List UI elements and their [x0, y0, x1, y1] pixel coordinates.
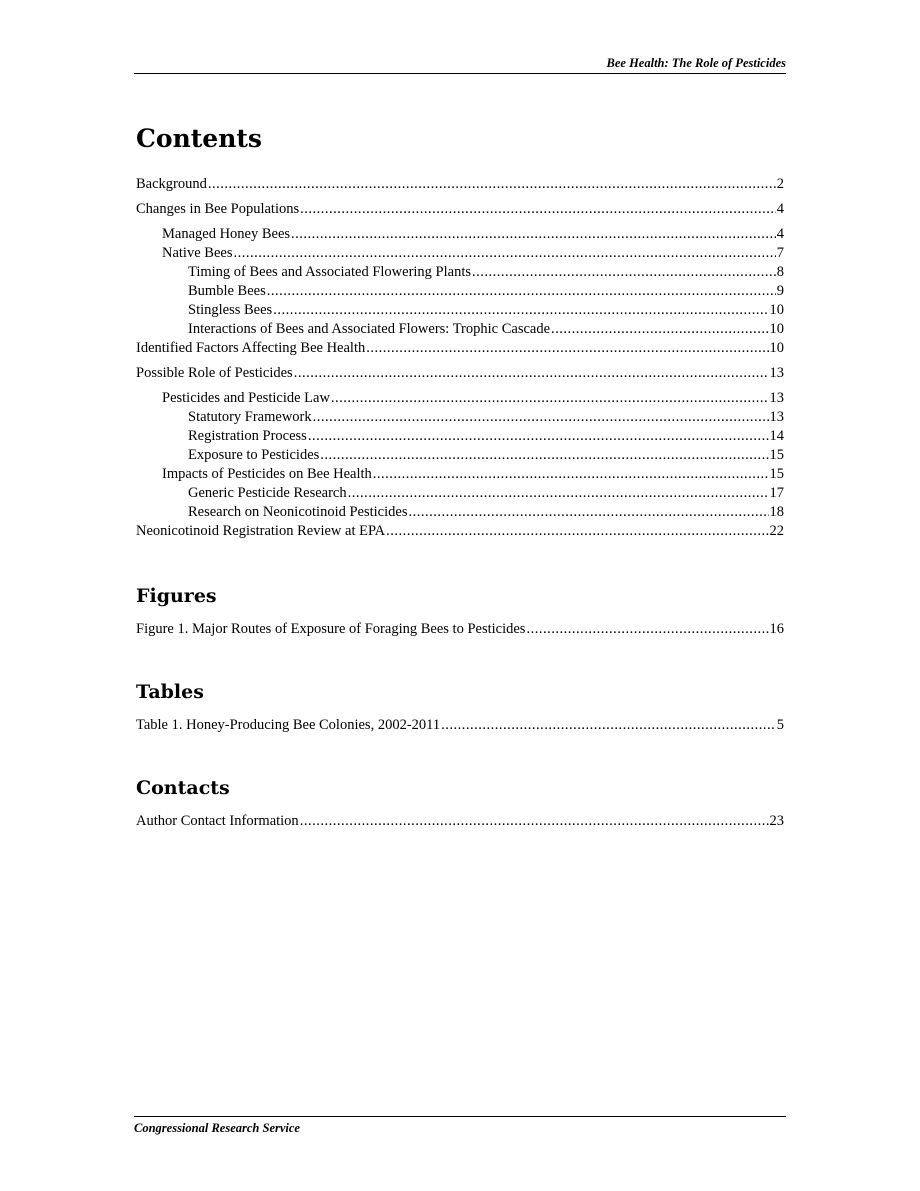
running-header: Bee Health: The Role of Pesticides	[134, 56, 786, 74]
toc-entry-registration-process[interactable]: Registration Process ..... 14	[136, 427, 784, 446]
toc-entry-author-contact[interactable]: Author Contact Information ..... 23	[136, 812, 784, 831]
toc-entry-identified-factors[interactable]: Identified Factors Affecting Bee Health ..... 10	[136, 339, 784, 358]
table-of-contents	[136, 122, 784, 831]
figures-section	[136, 583, 784, 639]
toc-entry-bumble-bees[interactable]: Bumble Bees ..... 9	[136, 282, 784, 301]
tables-list	[136, 716, 784, 735]
toc-entry-generic-pesticide-research[interactable]: Generic Pesticide Research ..... 17	[136, 484, 784, 503]
toc-entry-managed-honey-bees[interactable]: Managed Honey Bees ..... 4	[136, 225, 784, 244]
toc-entry-impacts-of-pesticides[interactable]: Impacts of Pesticides on Bee Health ..... 15	[136, 465, 784, 484]
toc-entry-research-on-neonicotinoid[interactable]: Research on Neonicotinoid Pesticides ..... 18	[136, 503, 784, 522]
toc-entry-timing-of-bees[interactable]: Timing of Bees and Associated Flowering Plants ..... 8	[136, 263, 784, 282]
toc-entry-possible-role-of-pesticides[interactable]: Possible Role of Pesticides ..... 13	[136, 364, 784, 383]
toc-entry-stingless-bees[interactable]: Stingless Bees ..... 10	[136, 301, 784, 320]
tables-heading: Tables	[136, 681, 204, 703]
contacts-list	[136, 812, 784, 831]
tables-section	[136, 679, 784, 735]
contents-list	[136, 175, 784, 541]
toc-entry-statutory-framework[interactable]: Statutory Framework ..... 13	[136, 408, 784, 427]
figures-list	[136, 620, 784, 639]
toc-entry-pesticides-and-pesticide-law[interactable]: Pesticides and Pesticide Law ..... 13	[136, 389, 784, 408]
toc-entry-background[interactable]: Background ..... 2	[136, 175, 784, 194]
toc-entry-neonicotinoid-registration-review[interactable]: Neonicotinoid Registration Review at EPA ..... 22	[136, 522, 784, 541]
contacts-heading: Contacts	[136, 777, 230, 799]
toc-entry-table-1[interactable]: Table 1. Honey-Producing Bee Colonies, 2002-2011 ..... 5	[136, 716, 784, 735]
toc-entry-trophic-cascade[interactable]: Interactions of Bees and Associated Flowers: Trophic Cascade ..... 10	[136, 320, 784, 339]
toc-entry-changes-in-bee-populations[interactable]: Changes in Bee Populations ..... 4	[136, 200, 784, 219]
figures-heading: Figures	[136, 585, 217, 607]
toc-entry-figure-1[interactable]: Figure 1. Major Routes of Exposure of Foraging Bees to Pesticides ..... 16	[136, 620, 784, 639]
toc-entry-exposure-to-pesticides[interactable]: Exposure to Pesticides ..... 15	[136, 446, 784, 465]
toc-entry-native-bees[interactable]: Native Bees ..... 7	[136, 244, 784, 263]
contacts-section	[136, 775, 784, 831]
running-footer: Congressional Research Service	[134, 1116, 786, 1136]
contents-heading: Contents	[136, 124, 263, 153]
